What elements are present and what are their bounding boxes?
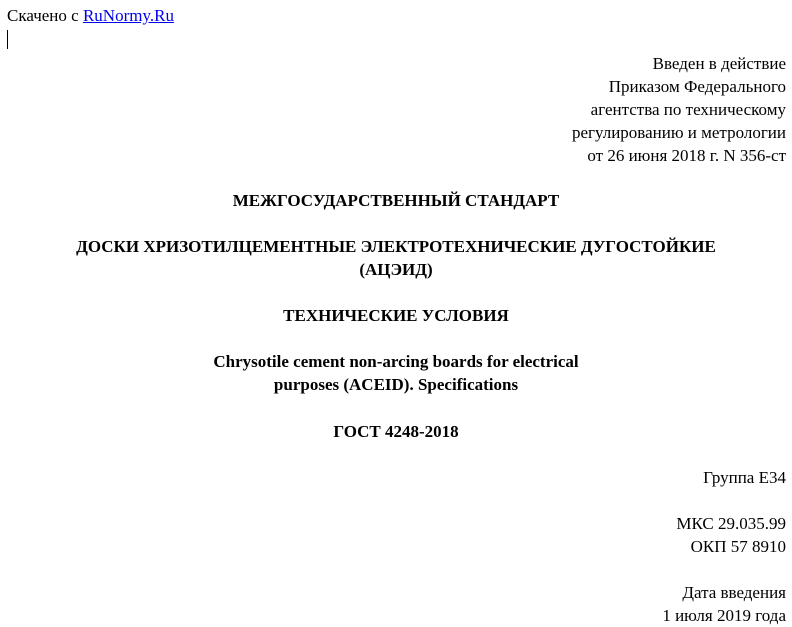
document-subtitle (0, 304, 792, 327)
text-cursor (7, 30, 8, 49)
enactment-note (572, 52, 786, 167)
standard-type: МЕЖГОСУДАРСТВЕННЫЙ СТАНДАРТ (232, 191, 560, 210)
enactment-line: Приказом Федерального (608, 77, 786, 96)
download-source-line (7, 6, 174, 26)
intro-date-label: Дата введения (682, 583, 786, 602)
download-prefix: Скачено с (7, 6, 79, 25)
subtitle-text: ТЕХНИЧЕСКИЕ УСЛОВИЯ (283, 306, 509, 325)
enactment-line: агентства по техническому (590, 100, 786, 119)
enactment-line: регулированию и метрологии (571, 123, 786, 142)
gost-number-heading (0, 420, 792, 443)
gost-number: ГОСТ 4248-2018 (333, 422, 459, 441)
document-title (0, 235, 792, 281)
classification-codes (676, 512, 786, 558)
intro-date-value: 1 июля 2019 года (662, 606, 786, 625)
group-text: Группа Е34 (703, 468, 786, 487)
introduction-date (662, 581, 786, 627)
title-line: (АЦЭИД) (359, 260, 433, 279)
enactment-line: от 26 июня 2018 г. N 356-ст (587, 146, 786, 165)
standard-type-heading (0, 189, 792, 212)
okp-code: ОКП 57 8910 (690, 537, 786, 556)
runormy-link[interactable]: RuNormy.Ru (82, 6, 174, 25)
english-title-line: purposes (ACEID). Specifications (273, 375, 519, 394)
english-title-line: Chrysotile cement non-arcing boards for electrical (213, 352, 579, 371)
mks-code: МКС 29.035.99 (676, 514, 786, 533)
enactment-line: Введен в действие (652, 54, 786, 73)
group-code (703, 466, 786, 489)
title-line: ДОСКИ ХРИЗОТИЛЦЕМЕНТНЫЕ ЭЛЕКТРОТЕХНИЧЕСКИЕ ДУГОСТОЙКИЕ (76, 237, 716, 256)
english-title (0, 350, 792, 396)
